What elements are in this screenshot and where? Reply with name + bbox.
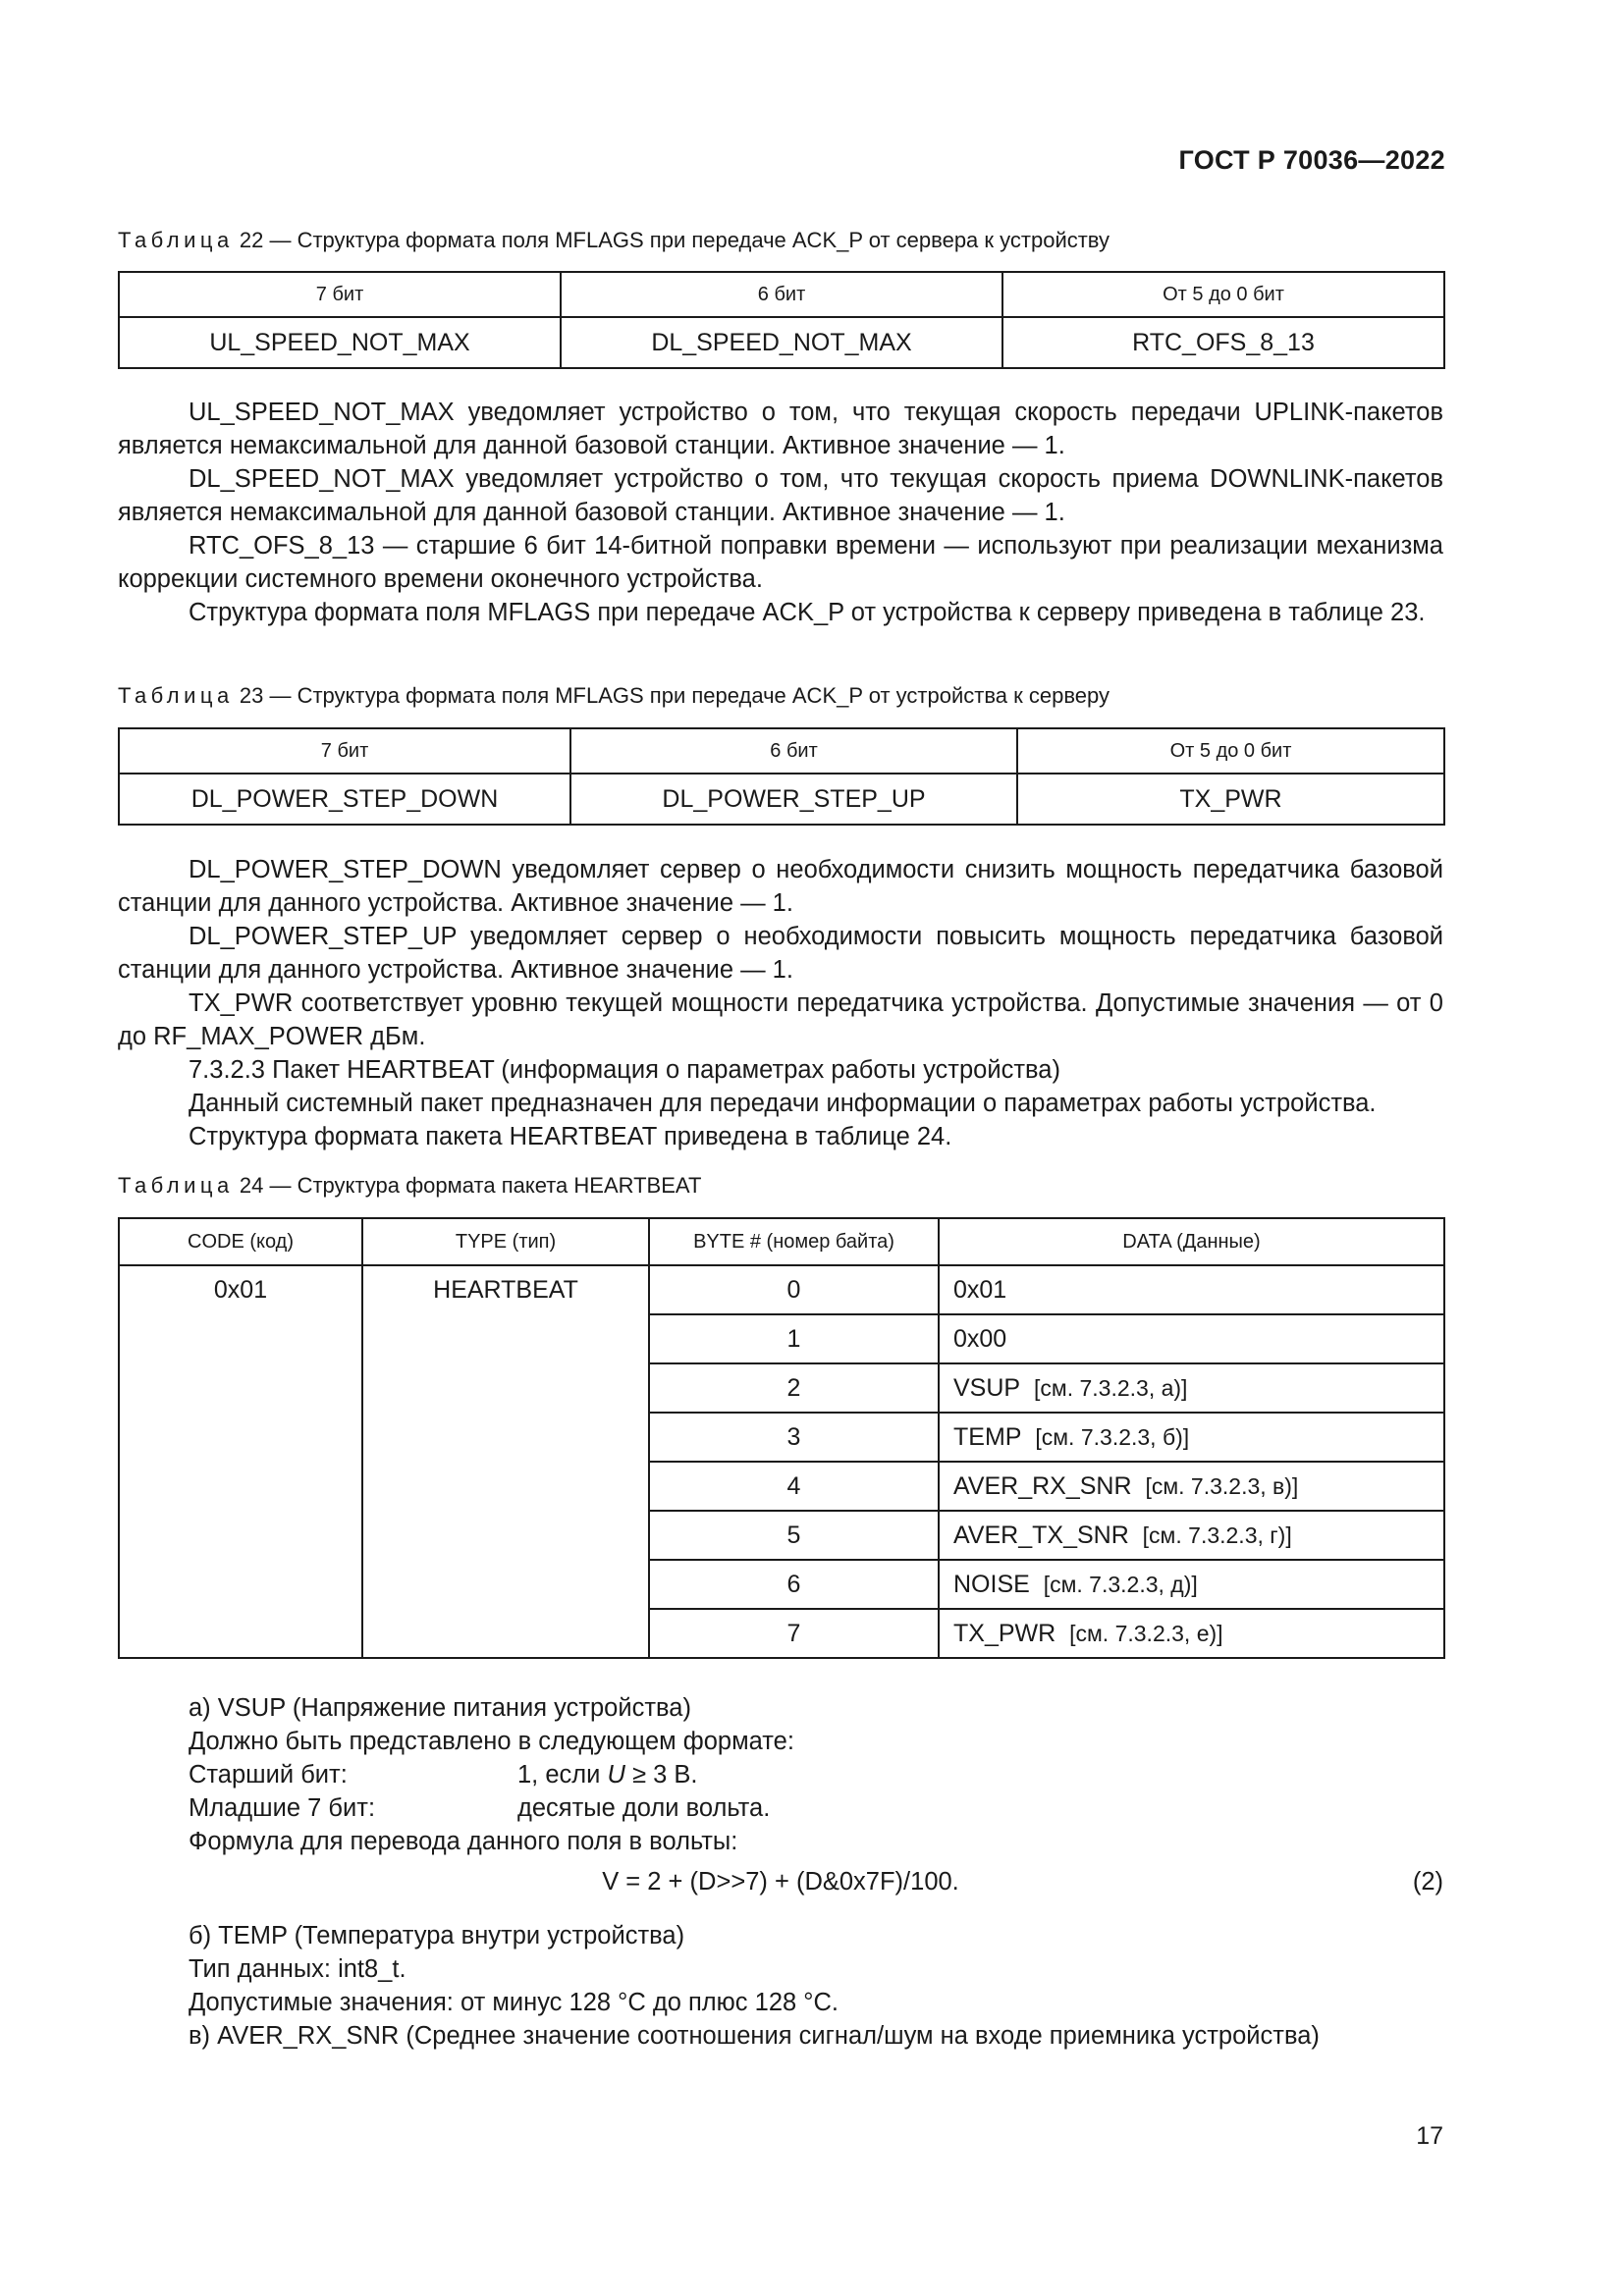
table22-value-cell: DL_SPEED_NOT_MAX bbox=[561, 317, 1002, 368]
temp-range: Допустимые значения: от минус 128 °С до плюс 128 °С. bbox=[189, 1989, 839, 2016]
table23-caption-word: Таблица bbox=[118, 683, 234, 708]
data-field-name: 0x01 bbox=[953, 1275, 1007, 1304]
table22-header-row bbox=[119, 272, 1444, 317]
paragraph: DL_SPEED_NOT_MAX уведомляет устройство о том, что текущая скорость приема DOWNLINK-пакетов является немаксимальной для данной базовой станции. Активное значение — 1. bbox=[118, 465, 1443, 526]
table24-header-cell: TYPE (тип) bbox=[362, 1218, 649, 1265]
table23-value-cell: TX_PWR bbox=[1017, 774, 1444, 825]
byte-number-cell: 1 bbox=[649, 1314, 939, 1363]
formula-expression: V = 2 + (D>>7) + (D&0x7F)/100. bbox=[602, 1868, 959, 1896]
section-reference: [см. 7.3.2.3, е)] bbox=[1069, 1620, 1223, 1646]
section-reference: [см. 7.3.2.3, а)] bbox=[1034, 1374, 1188, 1401]
data-cell bbox=[939, 1462, 1444, 1511]
table24-header-cell: BYTE # (номер байта) bbox=[649, 1218, 939, 1265]
data-field-name: TX_PWR bbox=[953, 1619, 1056, 1647]
data-cell bbox=[939, 1265, 1444, 1314]
temp-title: б) TEMP (Температура внутри устройства) bbox=[189, 1922, 685, 1949]
section-reference: [см. 7.3.2.3, д)] bbox=[1043, 1571, 1198, 1597]
data-cell bbox=[939, 1511, 1444, 1560]
byte-number-cell: 7 bbox=[649, 1609, 939, 1658]
table23-value-cell: DL_POWER_STEP_UP bbox=[570, 774, 1017, 825]
data-field-name: 0x00 bbox=[953, 1324, 1007, 1353]
table22-header-cell: От 5 до 0 бит bbox=[1002, 272, 1444, 317]
data-field-name: AVER_TX_SNR bbox=[953, 1521, 1129, 1549]
table22-value-cell: UL_SPEED_NOT_MAX bbox=[119, 317, 561, 368]
table23 bbox=[118, 727, 1445, 826]
vsup-intro: Должно быть представлено в следующем формате: bbox=[189, 1728, 794, 1755]
data-field-name: NOISE bbox=[953, 1570, 1030, 1598]
vsup-description bbox=[118, 1691, 1443, 1858]
table22-header-cell: 7 бит bbox=[119, 272, 561, 317]
section-reference: [см. 7.3.2.3, в)] bbox=[1145, 1472, 1299, 1499]
paragraph: Структура формата поля MFLAGS при передаче ACK_P от устройства к серверу приведена в таблице 23. bbox=[189, 599, 1426, 626]
vsup-formula-intro: Формула для перевода данного поля в вольты: bbox=[189, 1828, 738, 1855]
data-cell bbox=[939, 1413, 1444, 1462]
data-cell bbox=[939, 1609, 1444, 1658]
section-reference: [см. 7.3.2.3, б)] bbox=[1035, 1423, 1190, 1450]
table24-header-row bbox=[119, 1218, 1444, 1265]
vsup-lsb-row bbox=[118, 1791, 1443, 1825]
paragraphs-block-1 bbox=[118, 396, 1443, 629]
data-cell bbox=[939, 1314, 1444, 1363]
formula-number: (2) bbox=[1412, 1868, 1443, 1896]
vsup-msb-label: Старший бит: bbox=[189, 1761, 348, 1789]
vsup-msb-value: 1, если U ≥ 3 В. bbox=[517, 1761, 698, 1789]
table22-header-cell: 6 бит bbox=[561, 272, 1002, 317]
data-field-name: VSUP bbox=[953, 1373, 1021, 1402]
data-field-name: TEMP bbox=[953, 1422, 1022, 1451]
data-cell bbox=[939, 1560, 1444, 1609]
table22-caption-word: Таблица bbox=[118, 228, 234, 252]
byte-number-cell: 0 bbox=[649, 1265, 939, 1314]
paragraph: Данный системный пакет предназначен для передачи информации о параметрах работы устройства. bbox=[189, 1090, 1377, 1117]
table22-value-cell: RTC_OFS_8_13 bbox=[1002, 317, 1444, 368]
table24 bbox=[118, 1217, 1445, 1659]
vsup-title: а) VSUP (Напряжение питания устройства) bbox=[189, 1694, 691, 1722]
voltage-variable: U bbox=[607, 1761, 625, 1789]
byte-number-cell: 4 bbox=[649, 1462, 939, 1511]
paragraph: DL_POWER_STEP_DOWN уведомляет сервер о необходимости снизить мощность передатчика базовой станции для данного устройства. Активное значение — 1. bbox=[118, 856, 1443, 917]
table23-header-cell: От 5 до 0 бит bbox=[1017, 728, 1444, 774]
table22-value-row bbox=[119, 317, 1444, 368]
table23-header-cell: 7 бит bbox=[119, 728, 570, 774]
formula-2 bbox=[118, 1868, 1443, 1901]
table24-caption bbox=[118, 1173, 701, 1199]
table24-code-cell: 0x01 bbox=[119, 1265, 362, 1658]
aver-rx-snr-title: в) AVER_RX_SNR (Среднее значение соотношения сигнал/шум на входе приемника устройства) bbox=[189, 2022, 1320, 2050]
table-row bbox=[119, 1265, 1444, 1314]
paragraph: RTC_OFS_8_13 — старшие 6 бит 14-битной поправки времени — используют при реализации механизма коррекции системного времени оконечного устройства. bbox=[118, 532, 1443, 593]
table24-caption-text: 24 — Структура формата пакета HEARTBEAT bbox=[239, 1173, 702, 1198]
table22-caption bbox=[118, 228, 1110, 253]
paragraph: TX_PWR соответствует уровню текущей мощности передатчика устройства. Допустимые значения — от 0 до RF_MAX_POWER дБм. bbox=[118, 989, 1443, 1050]
document-standard-number: ГОСТ Р 70036—2022 bbox=[1178, 145, 1445, 175]
table24-caption-word: Таблица bbox=[118, 1173, 234, 1198]
table22 bbox=[118, 271, 1445, 369]
data-cell bbox=[939, 1363, 1444, 1413]
byte-number-cell: 5 bbox=[649, 1511, 939, 1560]
data-field-name: AVER_RX_SNR bbox=[953, 1471, 1132, 1500]
table22-caption-text: 22 — Структура формата поля MFLAGS при передаче ACK_P от сервера к устройству bbox=[239, 228, 1110, 252]
vsup-lsb-value: десятые доли вольта. bbox=[517, 1794, 771, 1822]
page-number: 17 bbox=[1416, 2122, 1443, 2150]
section-reference: [см. 7.3.2.3, г)] bbox=[1142, 1522, 1292, 1548]
byte-number-cell: 6 bbox=[649, 1560, 939, 1609]
paragraph: UL_SPEED_NOT_MAX уведомляет устройство о том, что текущая скорость передачи UPLINK-пакетов является немаксимальной для данной базовой станции. Активное значение — 1. bbox=[118, 399, 1443, 459]
table23-caption bbox=[118, 683, 1110, 709]
section-heading: 7.3.2.3 Пакет HEARTBEAT (информация о параметрах работы устройства) bbox=[189, 1056, 1060, 1084]
table23-caption-text: 23 — Структура формата поля MFLAGS при передаче ACK_P от устройства к серверу bbox=[239, 683, 1110, 708]
vsup-lsb-label: Младшие 7 бит: bbox=[189, 1794, 376, 1822]
table24-type-cell: HEARTBEAT bbox=[362, 1265, 649, 1658]
paragraphs-block-2 bbox=[118, 853, 1443, 1153]
paragraph: DL_POWER_STEP_UP уведомляет сервер о необходимости повысить мощность передатчика базовой станции для данного устройства. Активное значение — 1. bbox=[118, 923, 1443, 984]
table24-header-cell: CODE (код) bbox=[119, 1218, 362, 1265]
paragraph: Структура формата пакета HEARTBEAT приведена в таблице 24. bbox=[189, 1123, 952, 1150]
vsup-msb-row bbox=[118, 1758, 1443, 1791]
byte-number-cell: 3 bbox=[649, 1413, 939, 1462]
table23-value-cell: DL_POWER_STEP_DOWN bbox=[119, 774, 570, 825]
table23-header-cell: 6 бит bbox=[570, 728, 1017, 774]
temp-type: Тип данных: int8_t. bbox=[189, 1955, 406, 1983]
table23-header-row bbox=[119, 728, 1444, 774]
table24-header-cell: DATA (Данные) bbox=[939, 1218, 1444, 1265]
table23-value-row bbox=[119, 774, 1444, 825]
byte-number-cell: 2 bbox=[649, 1363, 939, 1413]
temp-description bbox=[118, 1919, 1443, 2053]
